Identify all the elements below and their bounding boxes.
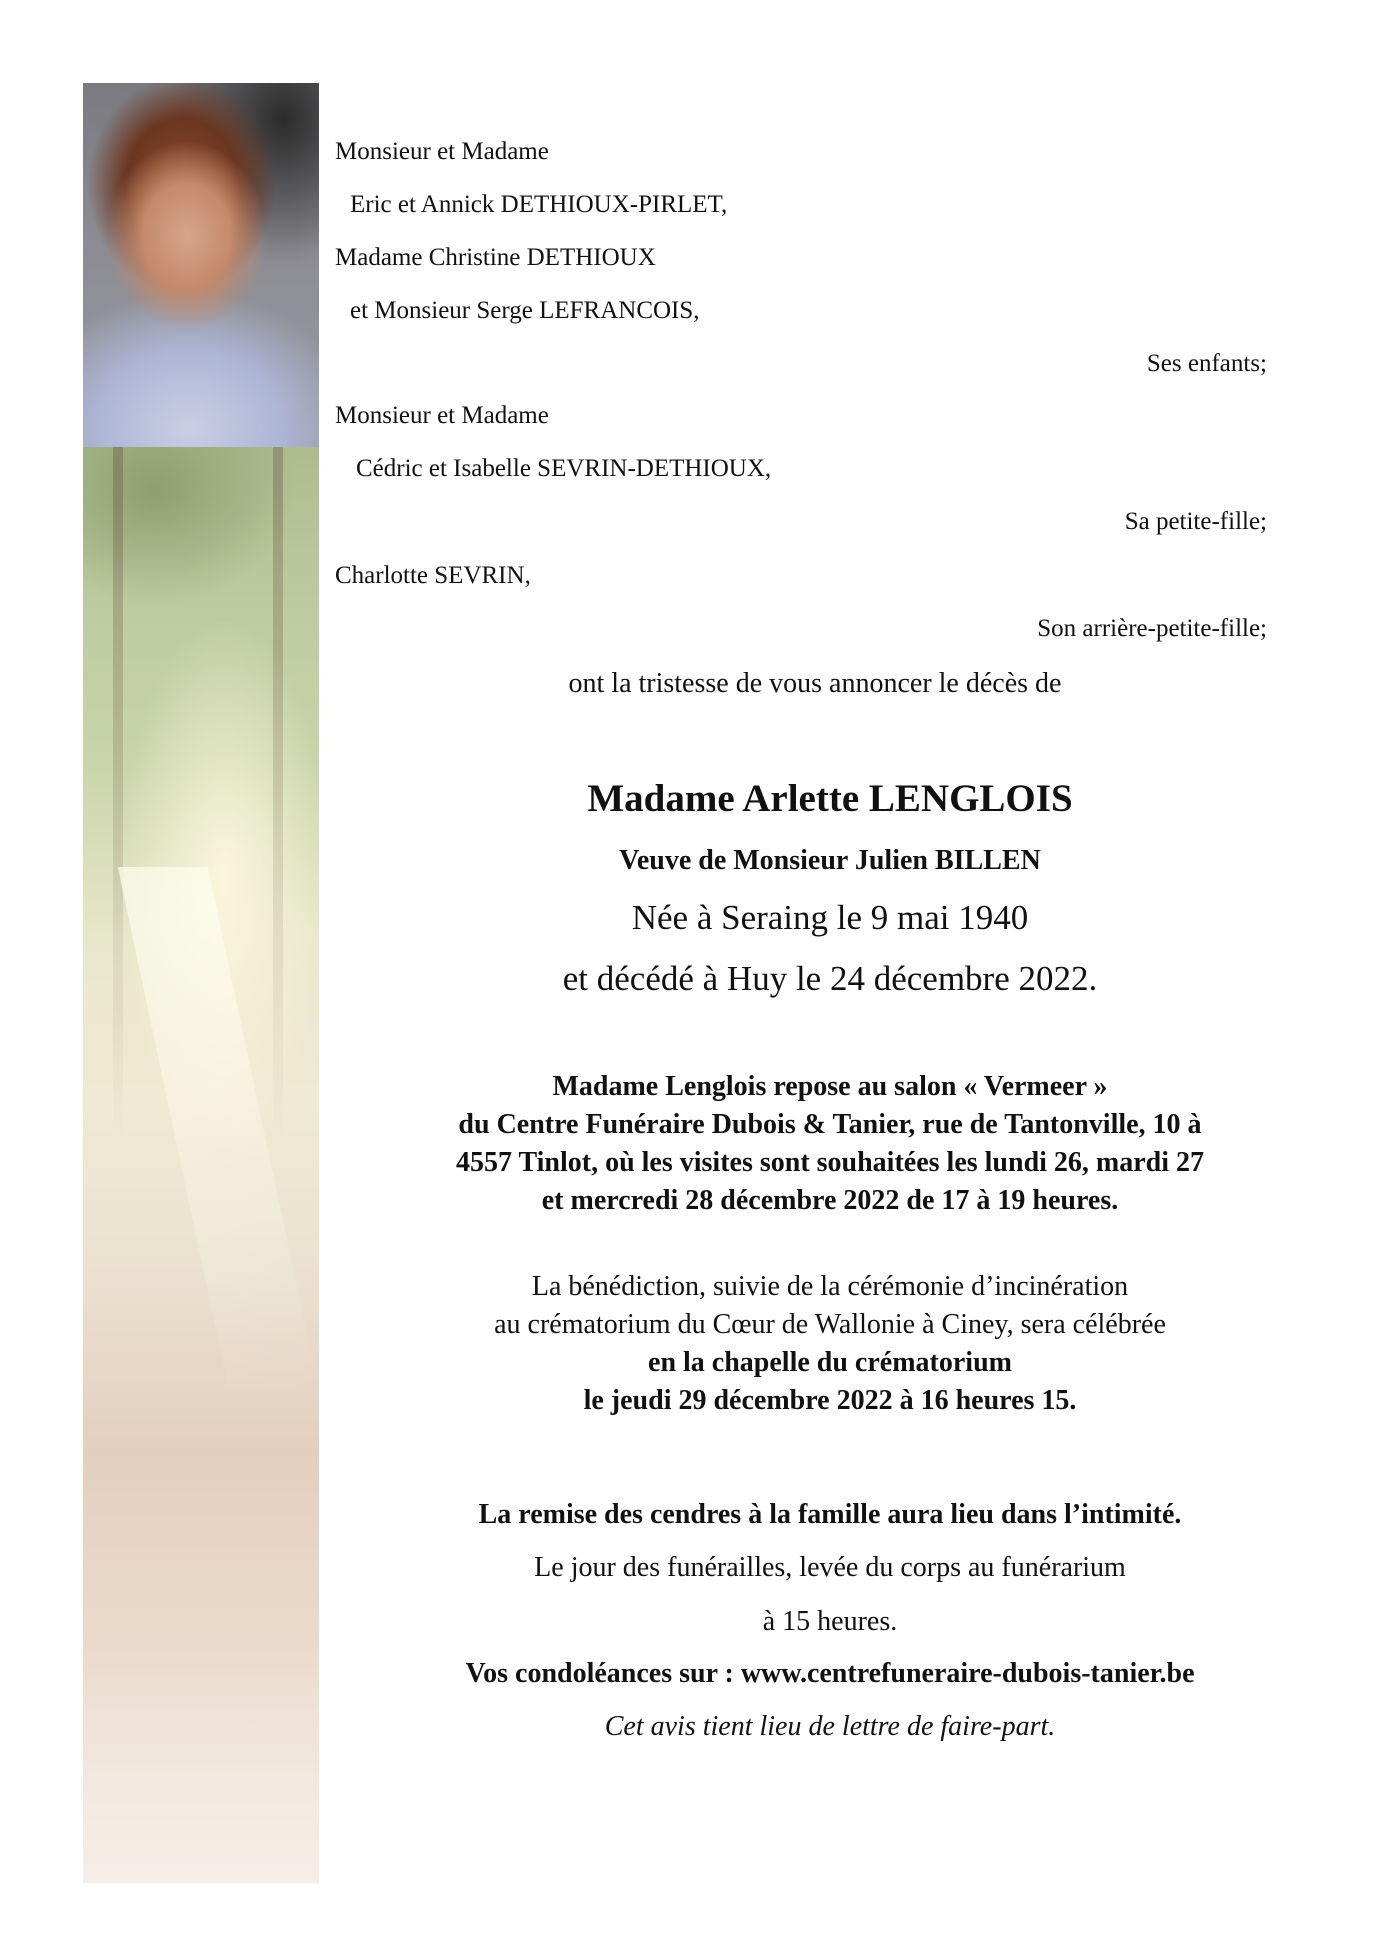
family-line: Madame Christine DETHIOUX [335,244,656,271]
announcement-text: ont la tristesse de vous annoncer le décès de [568,668,1062,699]
family-line: et Monsieur Serge LEFRANCOIS, [350,297,700,324]
condolences-link[interactable]: Vos condoléances sur : www.centrefuneraire-dubois-tanier.be [465,1658,1195,1689]
family-line: Eric et Annick DETHIOUX-PIRLET, [350,191,728,218]
light-ray [118,867,319,1387]
relation-label: Son arrière-petite-fille; [1037,615,1267,642]
forest-path-image [83,447,319,1883]
tree-trunk [273,447,283,1147]
portrait-photo [83,83,319,447]
widow-line: Veuve de Monsieur Julien BILLEN [619,845,1041,876]
departure-line: à 15 heures. [762,1606,898,1637]
tree-trunk [113,447,123,1147]
family-line: Monsieur et Madame [335,138,549,165]
ashes-line: La remise des cendres à la famille aura lieu dans l’intimité. [478,1499,1182,1530]
death-line: et décédé à Huy le 24 décembre 2022. [562,959,1098,998]
side-decoration [83,83,319,1883]
birth-line: Née à Seraing le 9 mai 1940 [631,898,1029,937]
relation-label: Sa petite-fille; [1124,508,1267,535]
departure-line: Le jour des funérailles, levée du corps au funérarium [534,1552,1126,1583]
deceased-name: Madame Arlette LENGLOIS [587,777,1073,820]
ceremony-line: le jeudi 29 décembre 2022 à 16 heures 15. [583,1385,1077,1416]
visitation-line: et mercredi 28 décembre 2022 de 17 à 19 heures. [541,1185,1119,1216]
ceremony-line: en la chapelle du crématorium [648,1347,1012,1378]
relation-label: Ses enfants; [1146,350,1267,377]
ceremony-line: La bénédiction, suivie de la cérémonie d’incinération [531,1271,1129,1302]
family-line: Cédric et Isabelle SEVRIN-DETHIOUX, [356,455,772,482]
faire-part-note: Cet avis tient lieu de lettre de faire-part. [604,1711,1056,1742]
visitation-line: 4557 Tinlot, où les visites sont souhaitées les lundi 26, mardi 27 [455,1147,1205,1178]
ceremony-line: au crématorium du Cœur de Wallonie à Ciney, sera célébrée [494,1309,1166,1340]
family-line: Charlotte SEVRIN, [335,562,531,589]
visitation-line: Madame Lenglois repose au salon « Vermeer » [552,1071,1108,1102]
family-line: Monsieur et Madame [335,402,549,429]
visitation-line: du Centre Funéraire Dubois & Tanier, rue de Tantonville, 10 à [458,1109,1202,1140]
